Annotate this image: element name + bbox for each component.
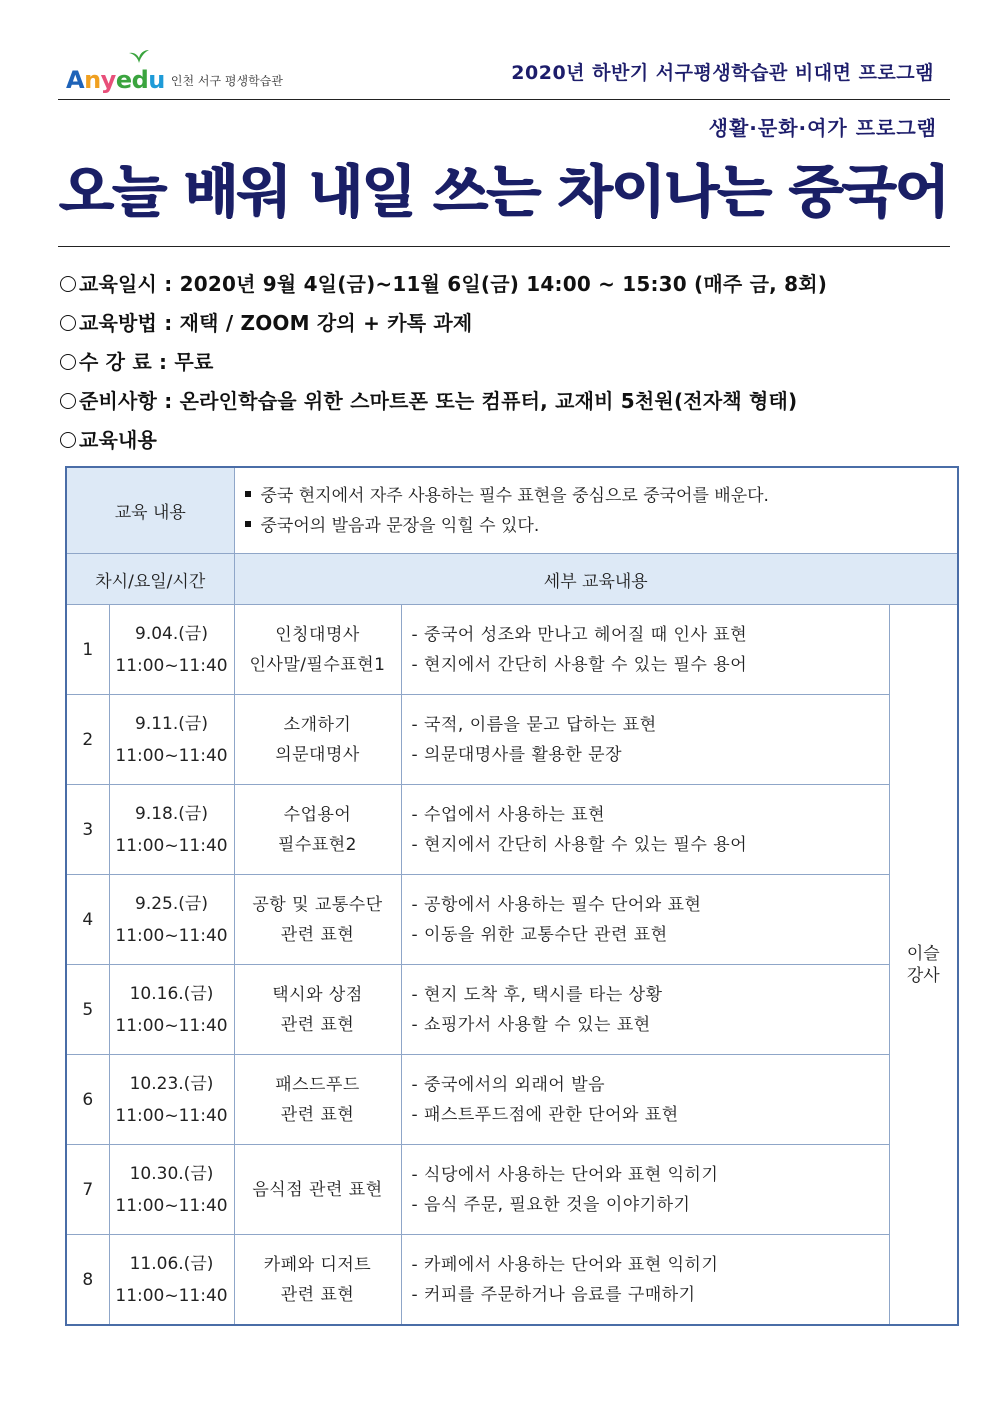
- table-row: [66, 1235, 958, 1326]
- logo-wordmark: Anyedu: [66, 66, 165, 94]
- circle-bullet-icon: [60, 393, 76, 409]
- sprout-icon: [128, 48, 150, 64]
- session-number: 1: [66, 605, 109, 695]
- circle-bullet-icon: [60, 354, 76, 370]
- column-header-schedule: 차시/요일/시간: [66, 554, 234, 605]
- intro-content: [234, 467, 958, 554]
- table-row: [66, 1055, 958, 1145]
- session-datetime: 10.16.(금) 11:00~11:40: [109, 965, 234, 1055]
- session-detail: - 국적, 이름을 묻고 답하는 표현 - 의문대명사를 활용한 문장: [401, 695, 889, 785]
- session-topic: 공항 및 교통수단 관련 표현: [234, 875, 401, 965]
- circle-bullet-icon: [60, 432, 76, 448]
- session-number: 5: [66, 965, 109, 1055]
- divider: [58, 246, 950, 247]
- info-section: [60, 268, 940, 463]
- session-topic: 수업용어 필수표현2: [234, 785, 401, 875]
- session-detail: - 수업에서 사용하는 표현 - 현지에서 간단히 사용할 수 있는 필수 용어: [401, 785, 889, 875]
- session-number: 7: [66, 1145, 109, 1235]
- session-number: 2: [66, 695, 109, 785]
- session-detail: - 식당에서 사용하는 단어와 표현 익히기 - 음식 주문, 필요한 것을 이야기하기: [401, 1145, 889, 1235]
- session-detail: - 현지 도착 후, 택시를 타는 상황 - 쇼핑가서 사용할 수 있는 표현: [401, 965, 889, 1055]
- info-line-method: 교육방법 : 재택 / ZOOM 강의 + 카톡 과제: [60, 307, 940, 346]
- session-topic: 택시와 상점 관련 표현: [234, 965, 401, 1055]
- square-bullet-icon: [245, 521, 251, 527]
- session-topic: 소개하기 의문대명사: [234, 695, 401, 785]
- table-row: [66, 965, 958, 1055]
- list-item: 중국 현지에서 자주 사용하는 필수 표현을 중심으로 중국어를 배운다.: [243, 481, 958, 511]
- info-line-content: 교육내용: [60, 424, 940, 463]
- page-header: [58, 44, 950, 100]
- intro-row: [66, 467, 958, 554]
- intro-header: 교육 내용: [66, 467, 234, 554]
- table-row: [66, 1145, 958, 1235]
- info-line-fee: 수 강 료 : 무료: [60, 346, 940, 385]
- session-detail: - 중국어 성조와 만나고 헤어질 때 인사 표현 - 현지에서 간단히 사용할 수 있는 필수 용어: [401, 605, 889, 695]
- session-datetime: 9.11.(금) 11:00~11:40: [109, 695, 234, 785]
- table-row: [66, 875, 958, 965]
- session-datetime: 11.06.(금) 11:00~11:40: [109, 1235, 234, 1326]
- table-header-row: [66, 554, 958, 605]
- logo-org-name: 인천 서구 평생학습관: [170, 74, 283, 88]
- table-row: [66, 785, 958, 875]
- session-detail: - 중국에서의 외래어 발음 - 패스트푸드점에 관한 단어와 표현: [401, 1055, 889, 1145]
- circle-bullet-icon: [60, 315, 76, 331]
- instructor-cell: 이슬 강사: [889, 605, 958, 1326]
- org-logo: [66, 52, 283, 92]
- session-number: 6: [66, 1055, 109, 1145]
- session-detail: - 공항에서 사용하는 필수 단어와 표현 - 이동을 위한 교통수단 관련 표현: [401, 875, 889, 965]
- program-category: 생활·문화·여가 프로그램: [708, 116, 937, 140]
- session-datetime: 9.25.(금) 11:00~11:40: [109, 875, 234, 965]
- session-datetime: 10.23.(금) 11:00~11:40: [109, 1055, 234, 1145]
- session-detail: - 카페에서 사용하는 단어와 표현 익히기 - 커피를 주문하거나 음료를 구매하기: [401, 1235, 889, 1326]
- header-title: 2020년 하반기 서구평생학습관 비대면 프로그램: [511, 62, 934, 84]
- session-number: 4: [66, 875, 109, 965]
- session-number: 8: [66, 1235, 109, 1326]
- main-title: 오늘 배워 내일 쓰는 차이나는 중국어: [59, 160, 949, 225]
- list-item: 중국어의 발음과 문장을 익힐 수 있다.: [243, 511, 958, 541]
- session-topic: 음식점 관련 표현: [234, 1145, 401, 1235]
- table-row: [66, 605, 958, 695]
- session-number: 3: [66, 785, 109, 875]
- session-datetime: 9.04.(금) 11:00~11:40: [109, 605, 234, 695]
- column-header-detail: 세부 교육내용: [234, 554, 958, 605]
- course-table: [65, 466, 959, 1326]
- info-line-schedule: 교육일시 : 2020년 9월 4일(금)~11월 6일(금) 14:00 ~ 15:30 (매주 금, 8회): [60, 268, 940, 307]
- session-topic: 인칭대명사 인사말/필수표현1: [234, 605, 401, 695]
- session-topic: 패스드푸드 관련 표현: [234, 1055, 401, 1145]
- session-datetime: 9.18.(금) 11:00~11:40: [109, 785, 234, 875]
- session-datetime: 10.30.(금) 11:00~11:40: [109, 1145, 234, 1235]
- table-row: [66, 695, 958, 785]
- info-line-prep: 준비사항 : 온라인학습을 위한 스마트폰 또는 컴퓨터, 교재비 5천원(전자책 형태): [60, 385, 940, 424]
- square-bullet-icon: [245, 491, 251, 497]
- circle-bullet-icon: [60, 276, 76, 292]
- session-topic: 카페와 디저트 관련 표현: [234, 1235, 401, 1326]
